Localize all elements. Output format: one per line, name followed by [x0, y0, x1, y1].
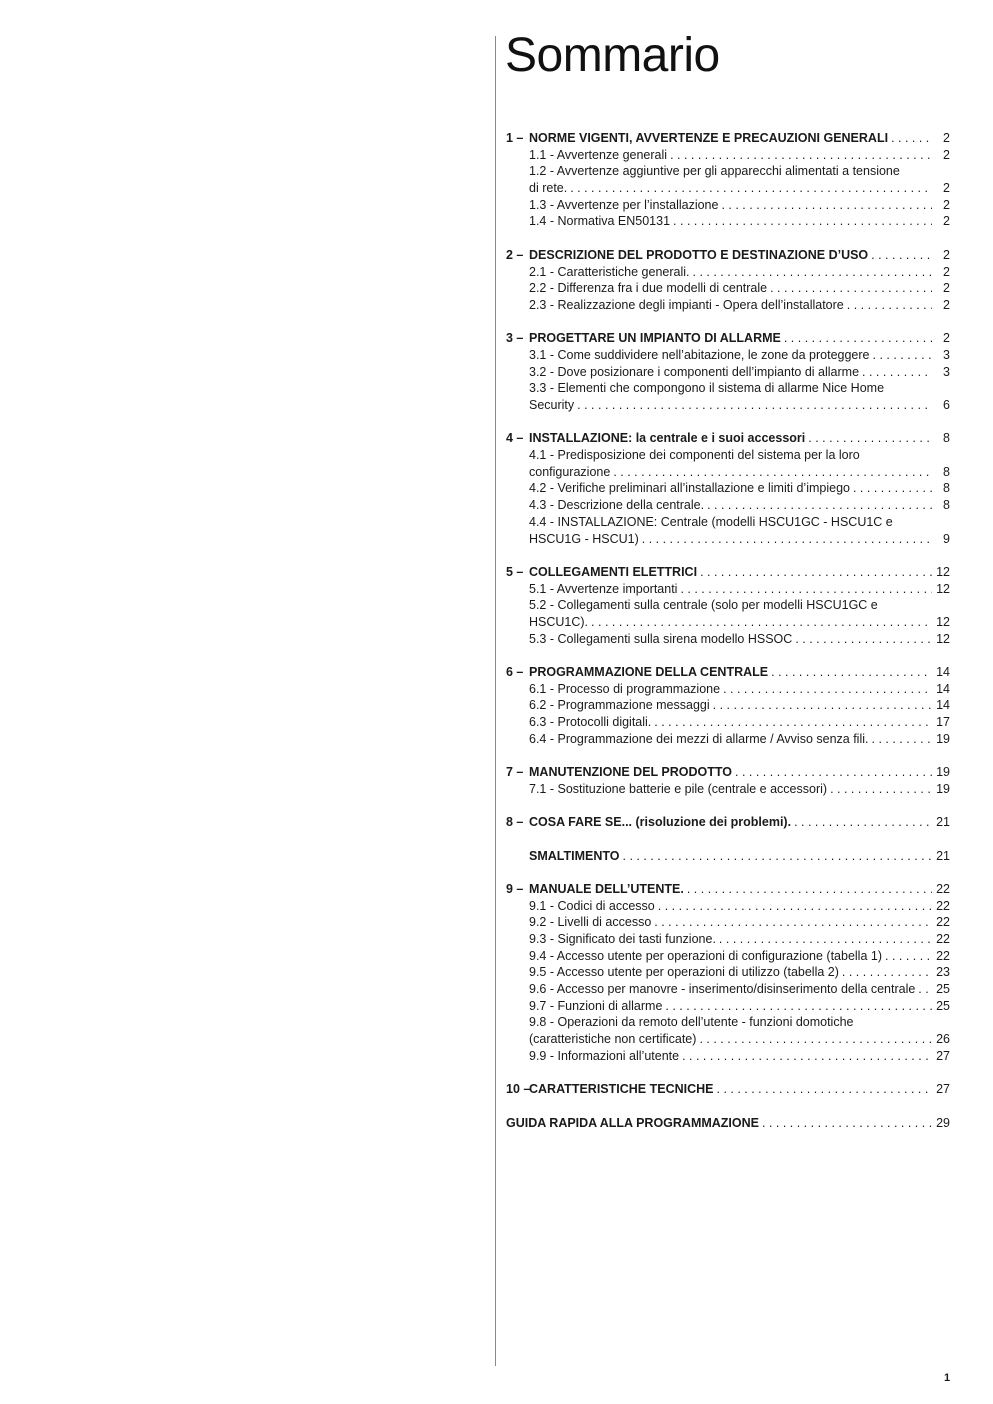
leader-dots	[853, 480, 932, 497]
subentry-title: 2.3 - Realizzazione degli impianti - Opera dell’installatore	[529, 297, 844, 312]
subentry-page: 2	[943, 197, 950, 212]
leader-dots	[830, 781, 932, 798]
leader-dots	[918, 981, 932, 998]
section-page: 21	[936, 815, 950, 830]
subentry-title: 9.2 - Livelli di accesso	[529, 915, 652, 930]
leader-dots	[794, 814, 932, 831]
toc-entry[interactable]	[506, 1115, 950, 1132]
section-title: PROGETTARE UN IMPIANTO DI ALLARME	[529, 331, 781, 346]
section-number: 10 –	[506, 1082, 531, 1097]
leader-dots	[577, 397, 932, 414]
leader-dots	[808, 430, 932, 447]
toc-subentry[interactable]	[506, 464, 950, 481]
subentry-page: 22	[936, 915, 950, 930]
leader-dots	[871, 247, 932, 264]
leader-dots	[658, 898, 932, 915]
leader-dots	[723, 681, 932, 698]
subentry-title: 5.3 - Collegamenti sulla sirena modello HSSOC	[529, 631, 793, 646]
leader-dots	[891, 130, 932, 147]
subentry-page: 19	[936, 781, 950, 796]
toc-section	[506, 130, 950, 230]
toc-subentry[interactable]	[506, 480, 950, 497]
subentry-page: 12	[936, 614, 950, 629]
section-title: INSTALLAZIONE: la centrale e i suoi accessori	[529, 431, 806, 446]
section-number: 9 –	[506, 881, 524, 896]
subentry-title: 1.2 - Avvertenze aggiuntive per gli apparecchi alimentati a tensione	[529, 164, 900, 179]
toc-section	[506, 814, 950, 831]
leader-dots	[771, 664, 932, 681]
subentry-page: 23	[936, 965, 950, 980]
toc-subentry[interactable]	[506, 998, 950, 1015]
leader-dots	[795, 631, 932, 648]
leader-dots	[665, 998, 932, 1015]
toc-entry[interactable]	[506, 564, 950, 581]
toc-subentry[interactable]	[506, 597, 950, 614]
subentry-page: 8	[943, 464, 950, 479]
leader-dots	[842, 964, 932, 981]
toc-entry[interactable]	[506, 848, 950, 865]
toc-section	[506, 564, 950, 647]
toc-subentry[interactable]	[506, 931, 950, 948]
subentry-page: 6	[943, 398, 950, 412]
subentry-title: di rete.	[529, 181, 568, 196]
toc-subentry[interactable]	[506, 364, 950, 381]
toc-subentry[interactable]	[506, 297, 950, 314]
subentry-page: 3	[943, 347, 950, 362]
toc-subentry[interactable]	[506, 631, 950, 648]
subentry-title: 1.1 - Avvertenze generali	[529, 147, 668, 162]
subentry-page: 12	[936, 631, 950, 646]
subentry-page: 25	[936, 982, 950, 997]
section-title: NORME VIGENTI, AVVERTENZE E PRECAUZIONI GENERALI	[529, 131, 889, 145]
leader-dots	[642, 531, 932, 548]
toc-subentry[interactable]	[506, 781, 950, 798]
leader-dots	[719, 931, 932, 948]
subentry-page: 2	[943, 281, 950, 296]
section-page: 2	[943, 247, 950, 262]
section-number: 6 –	[506, 665, 524, 679]
subentry-page: 14	[936, 681, 950, 696]
subentry-page: 3	[943, 364, 950, 379]
toc-entry[interactable]	[506, 247, 950, 264]
toc-subentry[interactable]	[506, 180, 950, 197]
subentry-title: 4.4 - INSTALLAZIONE: Centrale (modelli HSCU1GC - HSCU1C e	[529, 514, 893, 529]
subentry-title: 6.2 - Programmazione messaggi	[529, 698, 710, 713]
subentry-title: 1.3 - Avvertenze per l’installazione	[529, 197, 719, 212]
leader-dots	[654, 714, 932, 731]
toc-subentry[interactable]	[506, 514, 950, 531]
subentry-title: 9.4 - Accesso utente per operazioni di configurazione (tabella 1)	[529, 948, 882, 963]
section-page: 12	[936, 564, 950, 579]
subentry-title: 3.2 - Dove posizionare i componenti dell’impianto di allarme	[529, 364, 860, 379]
leader-dots	[670, 147, 932, 164]
toc-section	[506, 330, 950, 413]
toc-subentry[interactable]	[506, 447, 950, 464]
section-page: 2	[943, 131, 950, 145]
subentry-page: 22	[936, 898, 950, 913]
subentry-title: 5.2 - Collegamenti sulla centrale (solo per modelli HSCU1GC e	[529, 598, 878, 613]
section-title: GUIDA RAPIDA ALLA PROGRAMMAZIONE	[506, 1115, 759, 1130]
subentry-page: 19	[936, 731, 950, 746]
subentry-title: Security	[529, 398, 575, 412]
subentry-page: 2	[943, 181, 950, 196]
subentry-title: 5.1 - Avvertenze importanti	[529, 581, 678, 596]
page-number: 1	[944, 1372, 951, 1384]
leader-dots	[872, 731, 933, 748]
subentry-title: 9.7 - Funzioni di allarme	[529, 998, 663, 1013]
subentry-title: 4.2 - Verifiche preliminari all’installazione e limiti d’impiego	[529, 481, 850, 496]
section-page: 8	[943, 431, 950, 446]
section-title: CARATTERISTICHE TECNICHE	[529, 1082, 714, 1097]
toc-section	[506, 1115, 950, 1132]
section-page: 29	[936, 1115, 950, 1130]
toc-subentry[interactable]	[506, 731, 950, 748]
toc-subentry[interactable]	[506, 213, 950, 230]
toc-subentry[interactable]	[506, 280, 950, 297]
section-page: 2	[943, 331, 950, 346]
toc-section	[506, 764, 950, 797]
section-number: 5 –	[506, 564, 524, 579]
section-number: 3 –	[506, 331, 524, 346]
subentry-page: 26	[936, 1032, 950, 1047]
subentry-title: 1.4 - Normativa EN50131	[529, 214, 671, 229]
section-page: 14	[936, 665, 950, 679]
toc-subentry[interactable]	[506, 497, 950, 514]
table-of-contents	[506, 130, 950, 1148]
leader-dots	[687, 881, 932, 898]
toc-entry[interactable]	[506, 814, 950, 831]
section-page: 19	[936, 765, 950, 780]
toc-section	[506, 881, 950, 1065]
toc-entry[interactable]	[506, 130, 950, 147]
leader-dots	[682, 1048, 932, 1065]
subentry-title: configurazione	[529, 464, 611, 479]
leader-dots	[700, 564, 932, 581]
section-title: COSA FARE SE... (risoluzione dei problemi).	[529, 815, 792, 830]
toc-subentry[interactable]	[506, 981, 950, 998]
section-title: MANUALE DELL’UTENTE.	[529, 881, 684, 896]
toc-subentry[interactable]	[506, 948, 950, 965]
subentry-title: 2.2 - Differenza fra i due modelli di centrale	[529, 281, 768, 296]
subentry-page: 9	[943, 531, 950, 546]
toc-entry[interactable]	[506, 664, 950, 681]
leader-dots	[707, 497, 932, 514]
section-number: 4 –	[506, 431, 524, 446]
toc-entry[interactable]	[506, 430, 950, 447]
section-number: 8 –	[506, 815, 524, 830]
toc-subentry[interactable]	[506, 147, 950, 164]
leader-dots	[654, 914, 932, 931]
subentry-title: 9.1 - Codici di accesso	[529, 898, 655, 913]
subentry-page: 25	[936, 998, 950, 1013]
leader-dots	[770, 280, 932, 297]
toc-entry[interactable]	[506, 1081, 950, 1098]
subentry-title: 9.5 - Accesso utente per operazioni di utilizzo (tabella 2)	[529, 965, 839, 980]
leader-dots	[784, 330, 932, 347]
section-page: 21	[936, 848, 950, 863]
leader-dots	[713, 697, 932, 714]
section-title: SMALTIMENTO	[529, 848, 620, 863]
subentry-page: 2	[943, 264, 950, 279]
subentry-title: 2.1 - Caratteristiche generali.	[529, 264, 690, 279]
subentry-page: 27	[936, 1048, 950, 1063]
toc-section	[506, 247, 950, 314]
subentry-page: 2	[943, 297, 950, 312]
subentry-title: 6.1 - Processo di programmazione	[529, 681, 721, 696]
subentry-title: 9.3 - Significato dei tasti funzione.	[529, 932, 716, 946]
subentry-title: 4.3 - Descrizione della centrale.	[529, 498, 705, 513]
leader-dots	[591, 614, 932, 631]
subentry-title: 9.6 - Accesso per manovre - inserimento/disinserimento della centrale	[529, 982, 916, 997]
toc-subentry[interactable]	[506, 964, 950, 981]
leader-dots	[873, 347, 933, 364]
section-title: PROGRAMMAZIONE DELLA CENTRALE	[529, 665, 769, 679]
toc-section	[506, 430, 950, 547]
toc-section	[506, 664, 950, 747]
toc-subentry[interactable]	[506, 163, 950, 180]
subentry-title: 9.8 - Operazioni da remoto dell’utente - funzioni domotiche	[529, 1015, 854, 1030]
toc-entry[interactable]	[506, 881, 950, 898]
toc-section	[506, 1081, 950, 1098]
section-page: 27	[936, 1082, 950, 1097]
subentry-page: 2	[943, 214, 950, 229]
toc-entry[interactable]	[506, 764, 950, 781]
subentry-page: 22	[936, 948, 950, 963]
leader-dots	[862, 364, 932, 381]
subentry-title: 4.1 - Predisposizione dei componenti del sistema per la loro	[529, 448, 860, 463]
leader-dots	[570, 180, 932, 197]
leader-dots	[673, 213, 932, 230]
toc-subentry[interactable]	[506, 380, 950, 397]
subentry-title: HSCU1G - HSCU1)	[529, 531, 639, 546]
subentry-page: 2	[943, 147, 950, 162]
leader-dots	[699, 1031, 932, 1048]
leader-dots	[885, 948, 932, 965]
toc-subentry[interactable]	[506, 914, 950, 931]
toc-subentry[interactable]	[506, 397, 950, 414]
toc-subentry[interactable]	[506, 347, 950, 364]
toc-subentry[interactable]	[506, 898, 950, 915]
toc-subentry[interactable]	[506, 197, 950, 214]
subentry-page: 14	[936, 698, 950, 713]
toc-subentry[interactable]	[506, 264, 950, 281]
toc-subentry[interactable]	[506, 1014, 950, 1031]
section-page: 22	[936, 881, 950, 896]
toc-subentry[interactable]	[506, 581, 950, 598]
toc-subentry[interactable]	[506, 531, 950, 548]
leader-dots	[717, 1081, 933, 1098]
toc-subentry[interactable]	[506, 681, 950, 698]
leader-dots	[735, 764, 932, 781]
subentry-page: 8	[943, 498, 950, 513]
subentry-title: 6.3 - Protocolli digitali.	[529, 715, 652, 730]
subentry-page: 8	[943, 481, 950, 496]
subentry-title: 6.4 - Programmazione dei mezzi di allarme / Avviso senza fili.	[529, 731, 869, 746]
subentry-title: 9.9 - Informazioni all’utente	[529, 1048, 680, 1063]
leader-dots	[623, 848, 932, 865]
toc-section	[506, 848, 950, 865]
section-number: 1 –	[506, 131, 524, 145]
leader-dots	[613, 464, 932, 481]
subentry-title: 7.1 - Sostituzione batterie e pile (centrale e accessori)	[529, 781, 828, 796]
subentry-title: 3.1 - Come suddividere nell’abitazione, le zone da proteggere	[529, 347, 870, 362]
section-title: MANUTENZIONE DEL PRODOTTO	[529, 765, 733, 780]
page-title: Sommario	[505, 29, 720, 82]
subentry-title: 3.3 - Elementi che compongono il sistema di allarme Nice Home	[529, 381, 885, 396]
leader-dots	[680, 581, 932, 598]
section-number: 2 –	[506, 247, 524, 262]
leader-dots	[693, 264, 933, 281]
leader-dots	[721, 197, 932, 214]
toc-subentry[interactable]	[506, 1048, 950, 1065]
section-title: COLLEGAMENTI ELETTRICI	[529, 564, 698, 579]
toc-subentry[interactable]	[506, 697, 950, 714]
toc-subentry[interactable]	[506, 714, 950, 731]
subentry-page: 17	[936, 715, 950, 730]
subentry-page: 12	[936, 581, 950, 596]
section-number: 7 –	[506, 765, 524, 780]
leader-dots	[847, 297, 932, 314]
toc-subentry[interactable]	[506, 1031, 950, 1048]
subentry-page: 22	[936, 932, 950, 946]
leader-dots	[762, 1115, 932, 1132]
vertical-divider	[495, 36, 496, 1366]
subentry-title: (caratteristiche non certificate)	[529, 1032, 697, 1047]
section-title: DESCRIZIONE DEL PRODOTTO E DESTINAZIONE D’USO	[529, 247, 869, 262]
toc-subentry[interactable]	[506, 614, 950, 631]
toc-entry[interactable]	[506, 330, 950, 347]
subentry-title: HSCU1C).	[529, 614, 589, 629]
